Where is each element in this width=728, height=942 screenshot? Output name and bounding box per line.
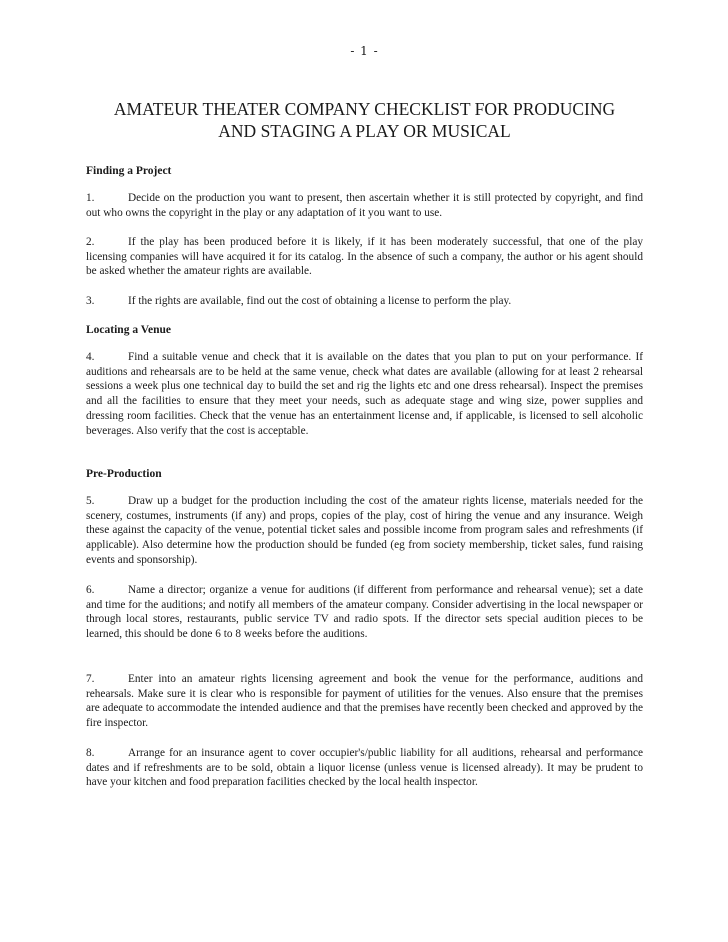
checklist-item-8: [86, 746, 643, 790]
section-heading-locating-a-venue: Locating a Venue: [86, 324, 171, 336]
item-text: Name a director; organize a venue for auditions (if different from performance and rehearsal venue); set a date and time for the auditions; and notify all members of the amateur company. Consider advertising in the local newspaper or through local stores, restaurants, public service TV and radio spots. If the director sets special audition pieces to be learned, this should be done 6 to 8 weeks before the auditions.: [86, 584, 643, 641]
item-text: Find a suitable venue and check that it is available on the dates that you plan to put on your performance. If auditions and rehearsals are to be held at the same venue, check what dates are available (allowing for at least 2 rehearsal sessions a week plus one technical day to build the set and rig the lights etc and one dress rehearsal). Inspect the premises and all the facilities to ensure that they meet your needs, such as adequate stage and wing size, power supplies and dressing room facilities. Check that the venue has an entertainment license and, if applicable, is licensed to sell alcoholic beverages. Also verify that the cost is acceptable.: [86, 351, 643, 437]
item-number: 2.: [86, 236, 95, 248]
item-text: Decide on the production you want to present, then ascertain whether it is still protected by copyright, and find out who owns the copyright in the play or any adaptation of it you want to use.: [86, 192, 643, 219]
item-number: 7.: [86, 673, 95, 685]
document-title: [76, 98, 653, 142]
item-number: 5.: [86, 495, 95, 507]
item-text: If the play has been produced before it is likely, if it has been moderately successful, that one of the play licensing companies will have acquired it for its catalog. In the absence of such a company, the author or his agent should be asked whether the amateur rights are available.: [86, 236, 643, 278]
checklist-item-4: [86, 350, 643, 438]
document-title-line-1: AMATEUR THEATER COMPANY CHECKLIST FOR PRODUCING: [113, 99, 616, 119]
item-number: 6.: [86, 584, 95, 596]
checklist-item-3: [86, 294, 643, 309]
item-text: If the rights are available, find out the cost of obtaining a license to perform the play.: [128, 295, 512, 307]
page-number: - 1 -: [350, 44, 379, 58]
checklist-item-5: [86, 494, 643, 568]
document-title-line-2: AND STAGING A PLAY OR MUSICAL: [218, 121, 511, 141]
checklist-item-7: [86, 672, 643, 731]
item-number: 3.: [86, 295, 95, 307]
section-heading-finding-a-project: Finding a Project: [86, 165, 172, 177]
checklist-item-1: [86, 191, 643, 220]
item-text: Arrange for an insurance agent to cover occupier's/public liability for all auditions, rehearsal and performance dates and if refreshments are to be sold, obtain a liquor license (unless venue is licensed already). It may be prudent to have your kitchen and food preparation facilities checked by the local health inspector.: [86, 747, 643, 789]
item-number: 4.: [86, 351, 95, 363]
section-heading-pre-production: Pre-Production: [86, 468, 162, 480]
checklist-item-2: [86, 235, 643, 279]
item-text: Enter into an amateur rights licensing agreement and book the venue for the performance, auditions and rehearsals. Make sure it is clear who is responsible for payment of utilities for the venues. Also ensure that the premises are adequate to accommodate the intended audience and that the premises have recently been checked and approved by the fire inspector.: [86, 673, 643, 730]
item-number: 1.: [86, 192, 95, 204]
checklist-item-6: [86, 583, 643, 642]
item-number: 8.: [86, 747, 95, 759]
item-text: Draw up a budget for the production including the cost of the amateur rights license, materials needed for the scenery, costumes, instruments (if any) and props, copies of the play, cost of hiring the venue and any insurance. Weigh these against the capacity of the venue, potential ticket sales and possible income from program sales and refreshments (if applicable). Also determine how the production should be funded (eg from society membership, ticket sales, fund raising events and sponsorship).: [86, 495, 643, 566]
